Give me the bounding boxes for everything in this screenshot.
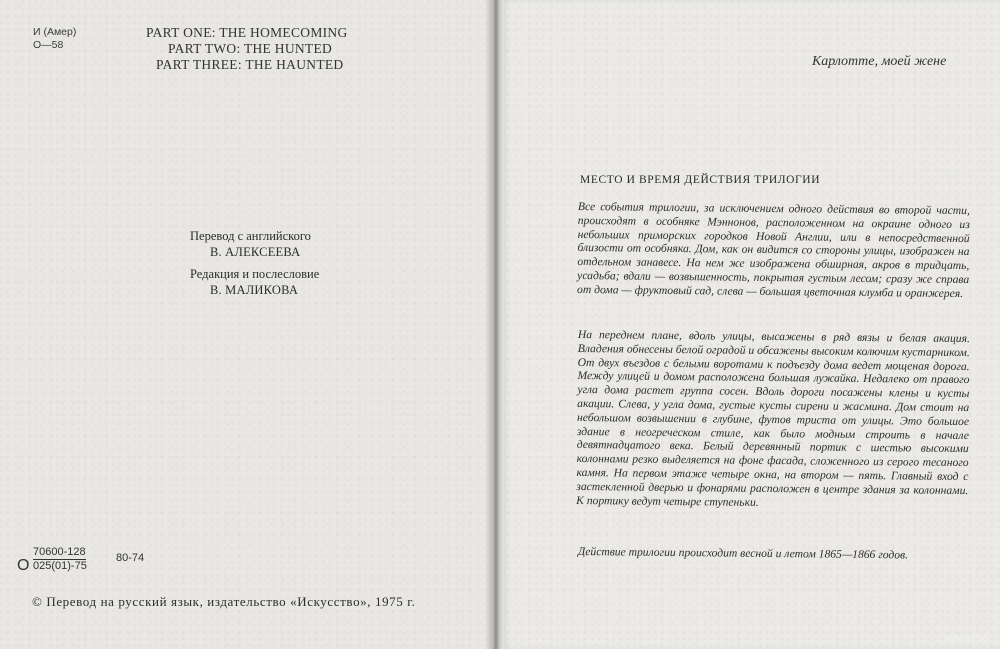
code-fraction bbox=[33, 546, 87, 573]
code-prefix: О bbox=[17, 557, 30, 574]
paragraph-text: На переднем плане, вдоль улицы, высажены в ряд вязы и белая акация. Владения обнесены белой оградой и обсажены высоким колючим кустарником. От двух въездов с белыми воротами к подъезду дома ведет мощеная дорога. Между улицей и домом расположена большая лужайка. Недалеко от правого угла дома растет группа сосен. Вдоль дороги посажены клены и кусты акации. Слева, у угла дома, густые кусты сирени и жасмина. Дом стоит на небольшом возвышении в глубине, футов триста от улицы. Это большое здание в неогреческом стиле, как было модным строить в начале девятнадцатого века. Белый деревянный портик с шестью высокими колоннами резко выделяется на фоне фасада, сложенного из серого тесаного камня. На первом этаже четыре окна, на втором — пять. Главный вход с застекленной дверью и фонарями расположен в центре здания за колоннами. К портику ведут четыре ступеньки. bbox=[576, 328, 970, 509]
watermark: www.ay.by bbox=[944, 633, 987, 643]
parts-list bbox=[146, 25, 348, 73]
editor-label: Редакция и послесловие bbox=[190, 267, 320, 281]
translator-name: В. АЛЕКСЕЕВА bbox=[210, 245, 301, 259]
dedication: Карлотте, моей жене bbox=[812, 54, 947, 69]
section-title: МЕСТО И ВРЕМЯ ДЕЙСТВИЯ ТРИЛОГИИ bbox=[580, 174, 821, 186]
paragraph-house bbox=[576, 328, 970, 511]
catalog-code bbox=[33, 26, 76, 52]
editor-name: В. МАЛИКОВА bbox=[210, 283, 299, 297]
credits-block bbox=[190, 228, 319, 298]
book-spine bbox=[486, 0, 504, 649]
code-suffix: 80-74 bbox=[116, 552, 145, 564]
part-title: PART THREE: THE HAUNTED bbox=[156, 57, 344, 72]
part-title: PART ONE: THE HOMECOMING bbox=[146, 25, 348, 40]
paragraph-setting bbox=[577, 200, 970, 301]
paragraph-text: Действие трилогии происходит весной и летом 1865—1866 годов. bbox=[577, 545, 909, 562]
catalog-line: О—58 bbox=[33, 39, 64, 51]
code-numerator: 70600-128 bbox=[33, 546, 86, 558]
catalog-line: И (Амер) bbox=[33, 26, 77, 38]
paragraph-text: Все события трилогии, за исключением одного действия во второй части, происходят в особняке Мэннонов, расположенном на окраине одного из небольших приморских городков Новой Англии, или в непосредственной близости от особняка. Дом, как он видится со стороны улицы, изображен на отдельном занавесе. На нем же изображена обширная, акров в тридцать, усадьба; вдали — возвышенность, покрытая густым лесом; сразу же справа от дома — фруктовый сад, слева — большая цветочная клумба и оранжерея. bbox=[576, 200, 970, 300]
part-title: PART TWO: THE HUNTED bbox=[168, 41, 333, 56]
translation-label: Перевод с английского bbox=[190, 229, 311, 243]
publication-code bbox=[17, 546, 177, 576]
copyright-notice: © Перевод на русский язык, издательство «Искусство», 1975 г. bbox=[32, 594, 416, 609]
code-denominator: 025(01)-75 bbox=[33, 560, 87, 572]
